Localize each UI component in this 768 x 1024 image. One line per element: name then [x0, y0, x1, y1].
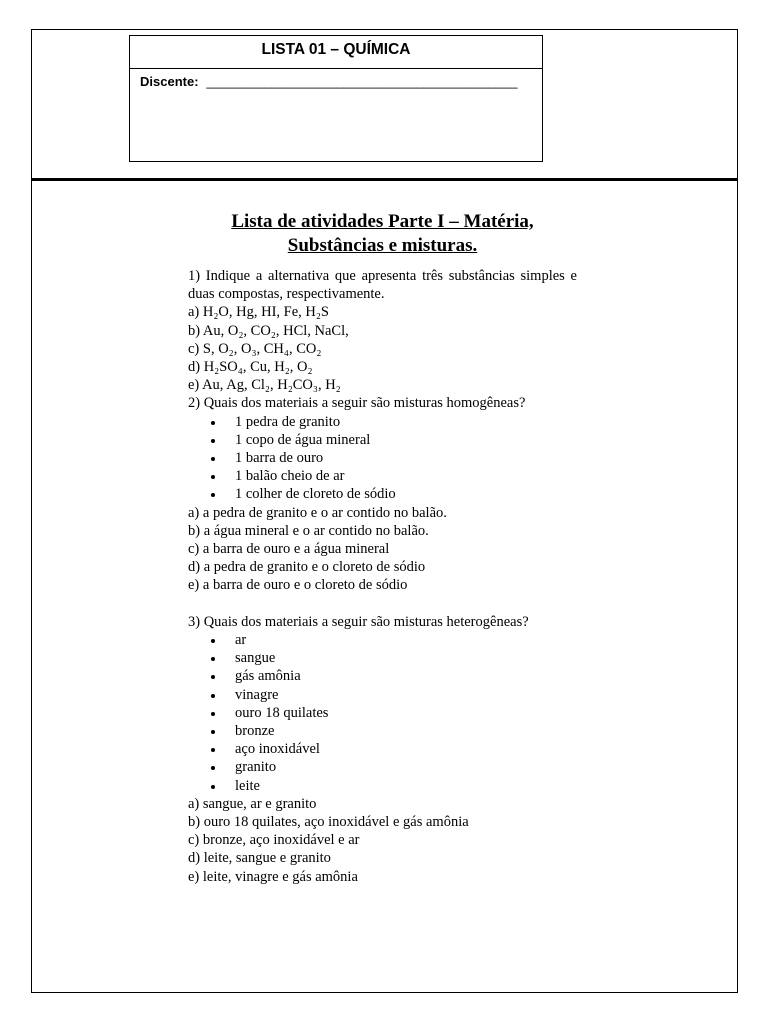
question-3	[188, 613, 577, 886]
answer-option: d) leite, sangue e granito	[188, 850, 331, 867]
list-item: 1 barra de ouro	[208, 449, 577, 467]
answer-option: c) S, O₂, O₃, CH₄, CO₂	[188, 340, 322, 357]
list-item: 1 balão cheio de ar	[208, 467, 577, 485]
student-label: Discente:	[140, 74, 199, 89]
answer-option: a) a pedra de granito e o ar contido no balão.	[188, 504, 447, 521]
answer-option: d) H₂SO₄, Cu, H₂, O₂	[188, 359, 313, 376]
list-item: gás amônia	[208, 667, 577, 685]
answer-options	[188, 504, 577, 595]
list-item: 1 copo de água mineral	[208, 431, 577, 449]
document-content	[188, 210, 577, 886]
answer-option: e) a barra de ouro e o cloreto de sódio	[188, 577, 408, 594]
list-item: 1 colher de cloreto de sódio	[208, 485, 577, 503]
question-1	[188, 267, 577, 394]
answer-option: d) a pedra de granito e o cloreto de sódio	[188, 559, 426, 576]
answer-options	[188, 303, 577, 394]
question-text: 2) Quais dos materiais a seguir são misturas homogêneas?	[188, 395, 526, 412]
answer-option: a) H₂O, Hg, HI, Fe, H₂S	[188, 304, 329, 321]
answer-option: b) ouro 18 quilates, aço inoxidável e gás amônia	[188, 814, 469, 831]
answer-option: a) sangue, ar e granito	[188, 795, 317, 812]
answer-option: b) Au, O₂, CO₂, HCl, NaCl,	[188, 322, 349, 339]
list-item: sangue	[208, 649, 577, 667]
list-item: 1 pedra de granito	[208, 413, 577, 431]
answer-option: e) Au, Ag, Cl₂, H₂CO₃, H₂	[188, 377, 341, 394]
answer-option: c) bronze, aço inoxidável e ar	[188, 832, 360, 849]
header-divider	[31, 178, 738, 181]
list-item: granito	[208, 758, 577, 776]
question-text: 1) Indique a alternativa que apresenta três substâncias simples e duas compostas, respectivamente.	[188, 268, 577, 303]
student-name-blank: ___________________________________________	[206, 74, 518, 89]
answer-option: e) leite, vinagre e gás amônia	[188, 868, 358, 885]
list-item: ar	[208, 631, 577, 649]
student-field	[130, 69, 542, 89]
header-box	[129, 35, 543, 162]
list-item: aço inoxidável	[208, 740, 577, 758]
question-2	[188, 394, 577, 594]
answer-option: c) a barra de ouro e a água mineral	[188, 541, 390, 558]
document-title-line-1: Lista de atividades Parte I – Matéria,	[231, 211, 534, 232]
document-title-line-2: Substâncias e misturas.	[287, 235, 478, 256]
answer-option: b) a água mineral e o ar contido no balão.	[188, 522, 429, 539]
material-list	[188, 413, 577, 504]
answer-options	[188, 795, 577, 886]
material-list	[188, 631, 577, 795]
list-item: vinagre	[208, 686, 577, 704]
list-item: ouro 18 quilates	[208, 704, 577, 722]
list-title: LISTA 01 – QUÍMICA	[130, 36, 542, 69]
spacer	[188, 595, 577, 613]
list-item: bronze	[208, 722, 577, 740]
question-text: 3) Quais dos materiais a seguir são misturas heterogêneas?	[188, 613, 529, 630]
list-item: leite	[208, 777, 577, 795]
document-title	[178, 210, 587, 258]
